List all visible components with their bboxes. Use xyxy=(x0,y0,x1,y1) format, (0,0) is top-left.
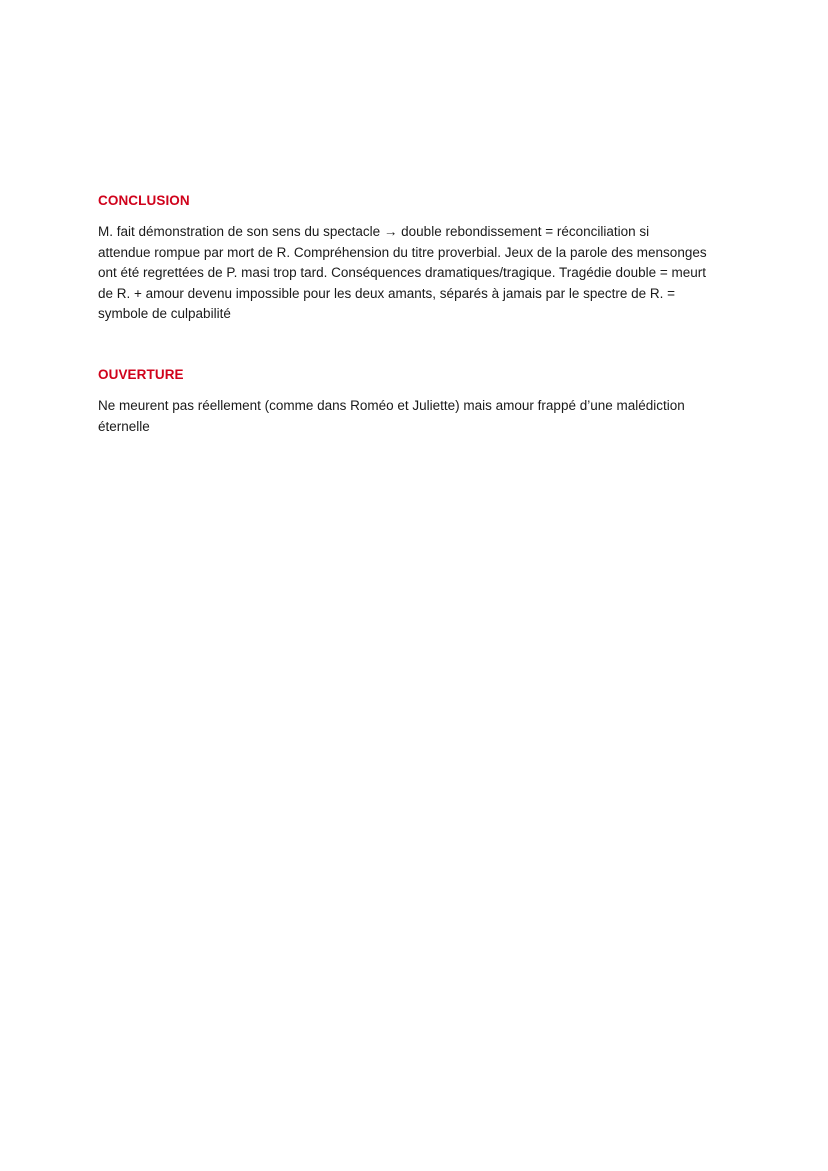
conclusion-line: M. fait démonstration de son sens du spectacle → double rebondissement = réconciliation si xyxy=(98,224,650,239)
conclusion-heading: CONCLUSION xyxy=(98,193,190,208)
conclusion-line: ont été regrettées de P. masi trop tard. Conséquences dramatiques/tragique. Tragédie double = meurt xyxy=(98,265,706,280)
conclusion-line: symbole de culpabilité xyxy=(98,306,231,321)
ouverture-line: Ne meurent pas réellement (comme dans Roméo et Juliette) mais amour frappé d’une malédiction xyxy=(98,398,685,413)
ouverture-heading: OUVERTURE xyxy=(98,367,184,382)
conclusion-paragraph xyxy=(98,222,738,325)
conclusion-line: attendue rompue par mort de R. Compréhension du titre proverbial. Jeux de la parole des mensonges xyxy=(98,244,707,260)
conclusion-line: de R. + amour devenu impossible pour les deux amants, séparés à jamais par le spectre de R. = xyxy=(98,285,676,301)
ouverture-line: éternelle xyxy=(98,418,150,434)
ouverture-section xyxy=(98,366,738,437)
conclusion-section xyxy=(98,192,738,325)
ouverture-paragraph xyxy=(98,396,738,437)
